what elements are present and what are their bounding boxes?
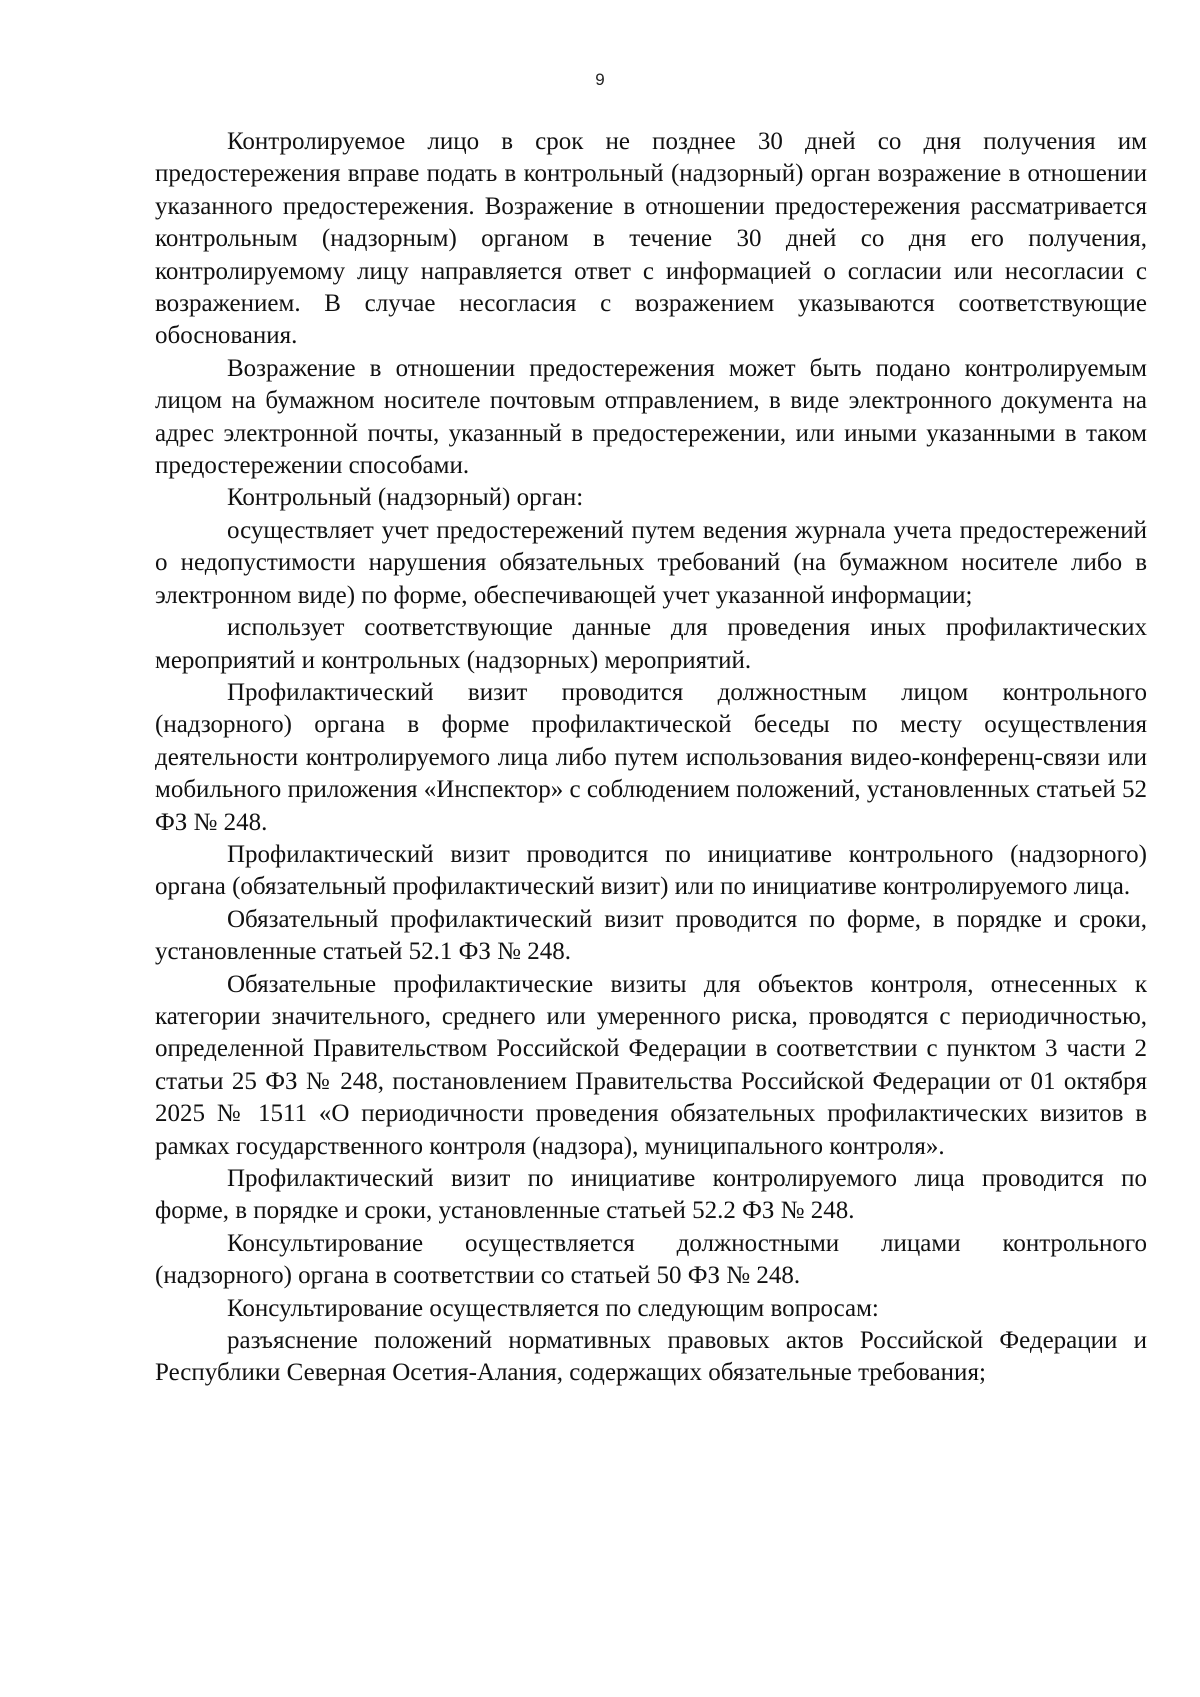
paragraph-visit-initiative: Профилактический визит проводится по инициативе контрольного (надзорного) органа (обязательный профилактический визит) или по инициативе контролируемого лица.	[155, 840, 1147, 901]
paragraph-preventive-visit: Профилактический визит проводится должностным лицом контрольного (надзорного) органа в форме профилактической беседы по месту осуществления деятельности контролируемого лица либо путем использования видео-конференц-связи или мобильного приложения «Инспектор» с соблюдением положений, установленных статьей 52 ФЗ № 248.	[155, 678, 1147, 836]
paragraph-objection-submission: Возражение в отношении предостережения может быть подано контролируемым лицом на бумажном носителе почтовым отправлением, в виде электронного документа на адрес электронной почты, указанный в предостережении, или иными указанными в таком предостережении способами.	[155, 354, 1147, 480]
paragraph-consulting-topics: Консультирование осуществляется по следующим вопросам:	[227, 1294, 879, 1322]
paragraph-objection-deadline: Контролируемое лицо в срок не позднее 30 дней со дня получения им предостережения вправе подать в контрольный (надзорный) орган возражение в отношении указанного предостережения. Возражение в отношении предостережения рассматривается контрольным (надзорным) органом в течение 30 дней со дня его получения, контролируемому лицу направляется ответ с информацией о согласии или несогласии с возражением. В случае несогласия с возражением указываются соответствующие обоснования.	[155, 128, 1147, 350]
paragraph-warnings-register: осуществляет учет предостережений путем ведения журнала учета предостережений о недопустимости нарушения обязательных требований (на бумажном носителе либо в электронном виде) по форме, обеспечивающей учет указанной информации;	[155, 516, 1147, 609]
paragraph-data-usage: использует соответствующие данные для проведения иных профилактических мероприятий и контрольных (надзорных) мероприятий.	[155, 614, 1147, 674]
paragraph-consulting-topic-1: разъяснение положений нормативных правовых актов Российской Федерации и Республики Северная Осетия-Алания, содержащих обязательные требования;	[155, 1327, 1147, 1387]
paragraph-control-body-heading: Контрольный (надзорный) орган:	[227, 484, 584, 512]
paragraph-mandatory-visit: Обязательный профилактический визит проводится по форме, в порядке и сроки, установленные статьей 52.1 ФЗ № 248.	[155, 905, 1147, 966]
paragraph-visit-by-controlled-person: Профилактический визит по инициативе контролируемого лица проводится по форме, в порядке и сроки, установленные статьей 52.2 ФЗ № 248.	[155, 1165, 1147, 1225]
document-body	[155, 126, 1147, 1390]
paragraph-mandatory-visit-periodicity: Обязательные профилактические визиты для объектов контроля, отнесенных к категории значительного, среднего или умеренного риска, проводятся с периодичностью, определенной Правительством Российской Федерации в соответствии с пунктом 3 части 2 статьи 25 ФЗ № 248, постановлением Правительства Российской Федерации от 01 октября 2025 № 1511 «О периодичности проведения обязательных профилактических визитов в рамках государственного контроля (надзора), муниципального контроля».	[155, 970, 1147, 1160]
page-number: 9	[595, 70, 605, 89]
paragraph-consulting: Консультирование осуществляется должностными лицами контрольного (надзорного) органа в соответствии со статьей 50 ФЗ № 248.	[155, 1229, 1147, 1290]
